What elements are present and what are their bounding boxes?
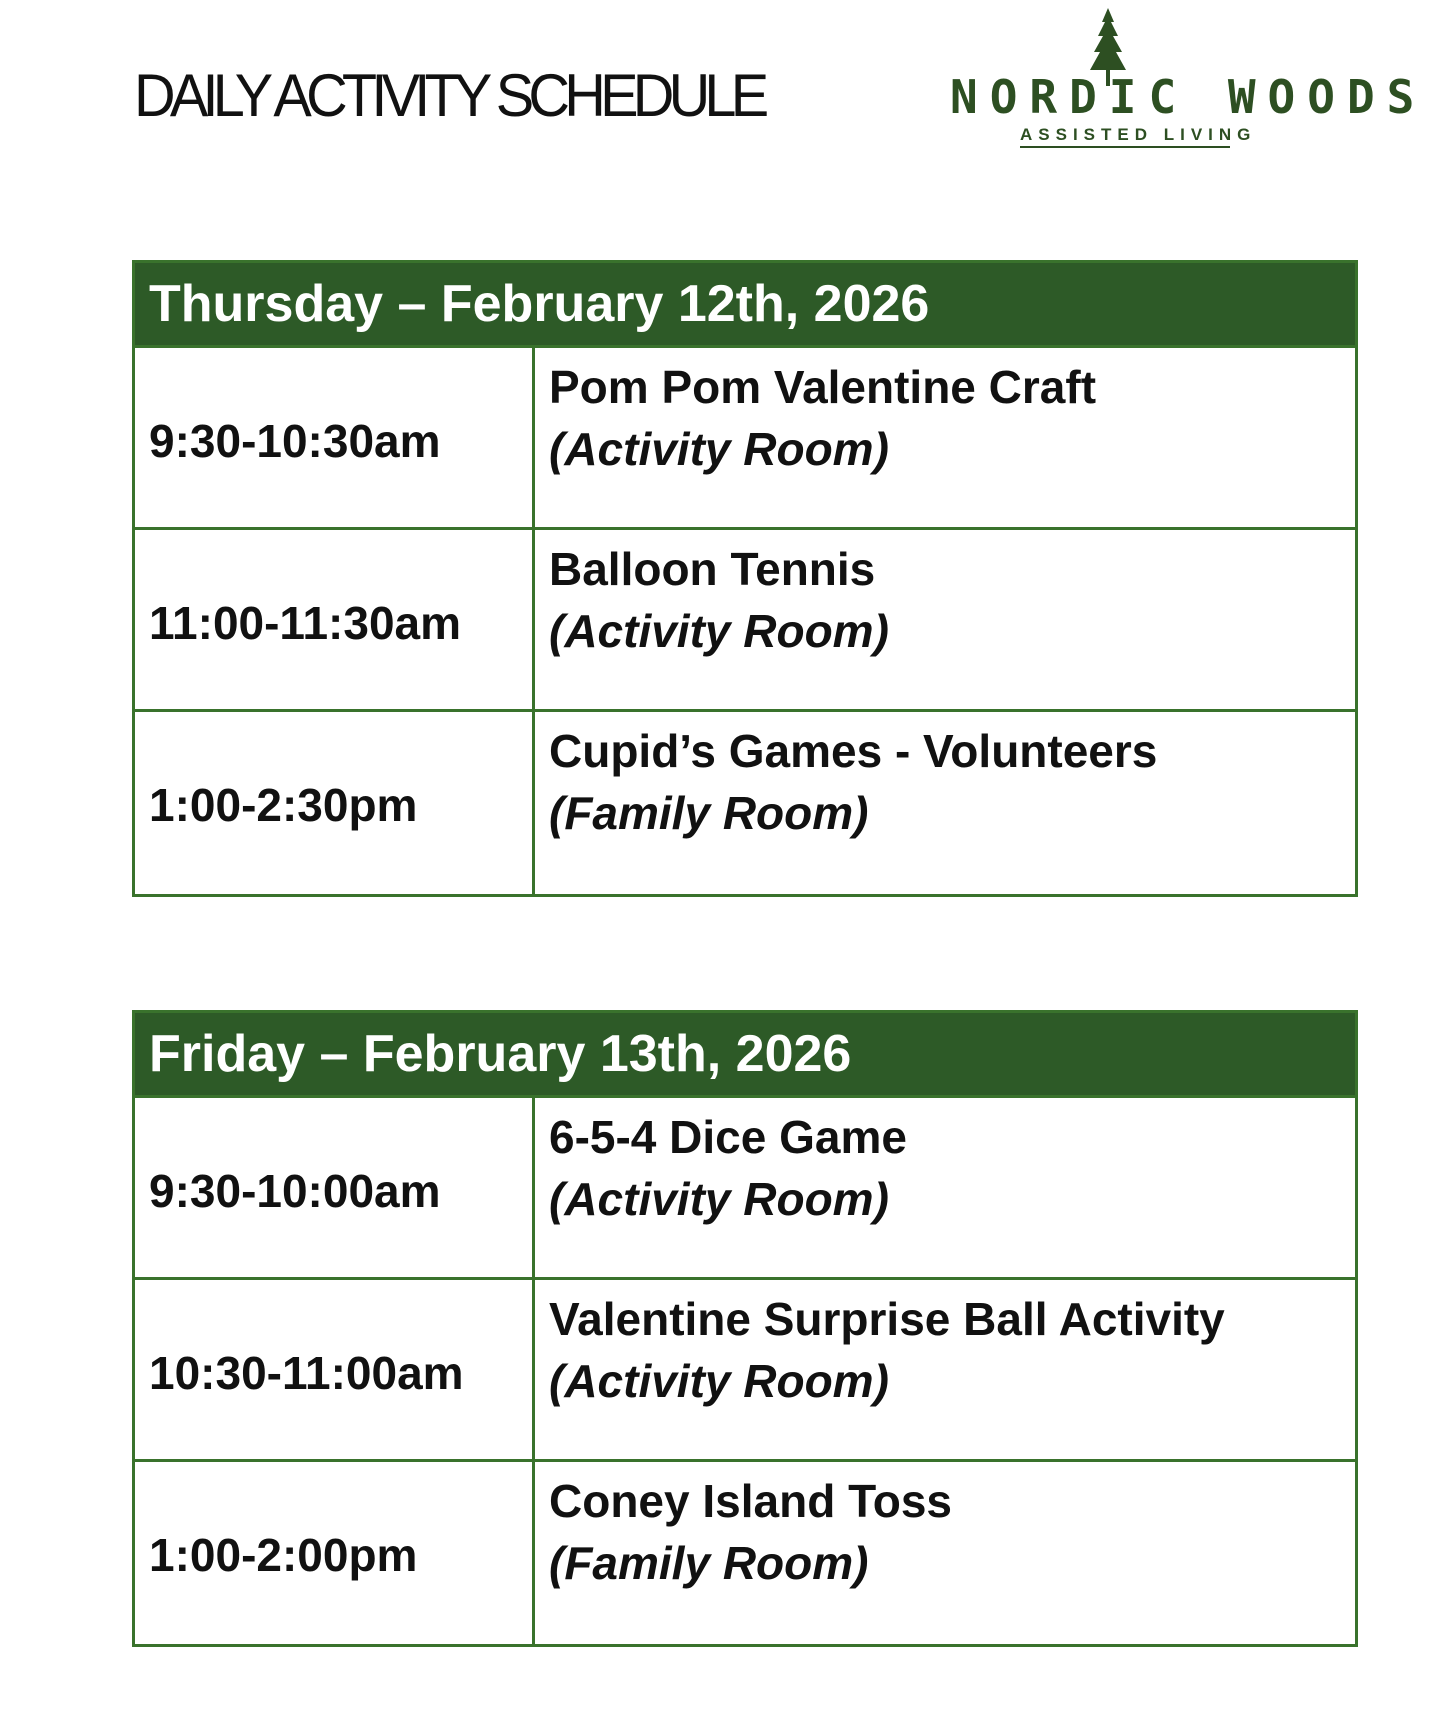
event-name: Pom Pom Valentine Craft bbox=[549, 361, 1097, 413]
day-header: Friday – February 13th, 2026 bbox=[135, 1013, 1355, 1098]
event-cell bbox=[535, 530, 1355, 709]
event-time: 10:30-11:00am bbox=[135, 1280, 535, 1459]
table-row bbox=[135, 1098, 1355, 1280]
logo-underline bbox=[1020, 146, 1230, 148]
event-cell bbox=[535, 1280, 1355, 1459]
event-time: 11:00-11:30am bbox=[135, 530, 535, 709]
event-location: (Activity Room) bbox=[549, 605, 889, 657]
event-name: Valentine Surprise Ball Activity bbox=[549, 1293, 1225, 1345]
event-location: (Activity Room) bbox=[549, 1173, 889, 1225]
day-header: Thursday – February 12th, 2026 bbox=[135, 263, 1355, 348]
table-row bbox=[135, 1462, 1355, 1644]
event-time: 9:30-10:00am bbox=[135, 1098, 535, 1277]
logo bbox=[950, 8, 1427, 158]
table-row bbox=[135, 530, 1355, 712]
event-name: Cupid’s Games - Volunteers bbox=[549, 725, 1158, 777]
event-cell bbox=[535, 1098, 1355, 1277]
schedule-table-friday bbox=[132, 1010, 1358, 1647]
schedule-table-thursday bbox=[132, 260, 1358, 897]
event-name: 6-5-4 Dice Game bbox=[549, 1111, 907, 1163]
event-name: Coney Island Toss bbox=[549, 1475, 953, 1527]
event-cell bbox=[535, 712, 1355, 894]
event-time: 1:00-2:30pm bbox=[135, 712, 535, 894]
event-time: 9:30-10:30am bbox=[135, 348, 535, 527]
event-location: (Activity Room) bbox=[549, 1355, 889, 1407]
logo-subtitle: ASSISTED LIVING bbox=[1020, 125, 1257, 144]
event-location: (Family Room) bbox=[549, 787, 869, 839]
table-row bbox=[135, 1280, 1355, 1462]
event-cell bbox=[535, 348, 1355, 527]
event-name: Balloon Tennis bbox=[549, 543, 876, 595]
event-location: (Family Room) bbox=[549, 1537, 869, 1589]
logo-name: NORDIC WOODS bbox=[950, 70, 1427, 124]
table-row bbox=[135, 712, 1355, 894]
event-location: (Activity Room) bbox=[549, 423, 889, 475]
table-row bbox=[135, 348, 1355, 530]
event-time: 1:00-2:00pm bbox=[135, 1462, 535, 1644]
page-title: DAILY ACTIVITY SCHEDULE bbox=[134, 62, 764, 129]
event-cell bbox=[535, 1462, 1355, 1644]
